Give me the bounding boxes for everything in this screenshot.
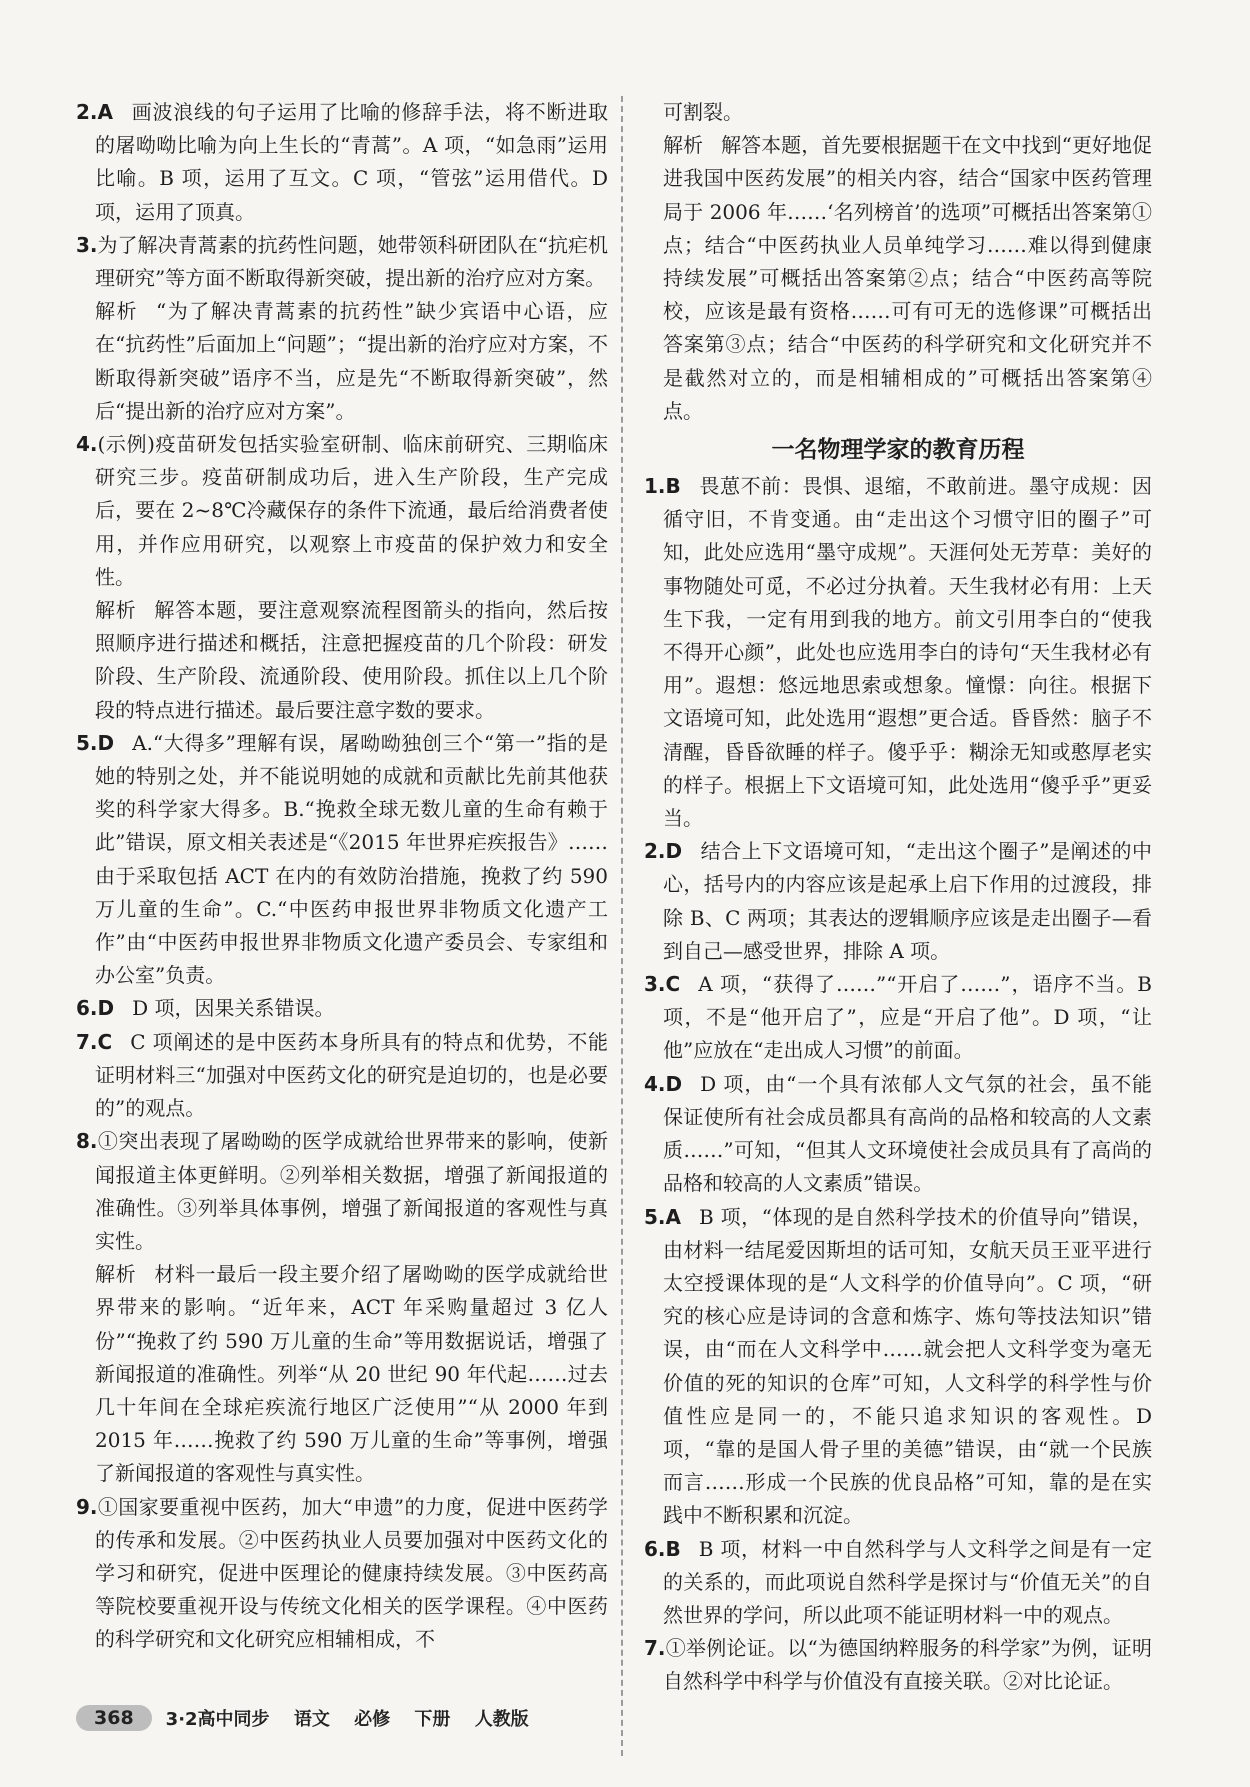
book-info [166, 1705, 541, 1731]
page-footer [76, 1700, 541, 1736]
answer-item-r3: 3.C A 项，“获得了……”“开启了……”，语序不当。B 项，不是“他开启了”，应是“开启了他”。D 项，“让他”应放在“走出成人习惯”的前面。 [644, 972, 1152, 1063]
book-edition: 人教版 [474, 1709, 529, 1730]
answer-item-9: 9.①国家要重视中医药，加大“申遗”的力度，促进中医药学的传承和发展。②中医药执业人员要加强对中医药文化的学习和研究，促进中医理论的健康持续发展。③中医药高等院校要重视开设与传统文化相关的医学课程。④中医药的科学研究和文化研究应相辅相成，不 [76, 1494, 608, 1652]
book-volume: 必修 [354, 1709, 391, 1730]
book-part: 下册 [414, 1709, 451, 1730]
answer-item-5: 5.D A.“大得多”理解有误，屠呦呦独创三个“第一”指的是她的特别之处，并不能说明她的成就和贡献比先前其他获奖的科学家大得多。B.“挽救全球无数儿童的生命有赖于此”错误，原文相关表述是“《2015 年世界疟疾报告》……由于采取包括 ACT 在内的有效防治措施，挽救了约 590 万儿童的生命”。C.“中医药申报世界非物质文化遗产工作”由“中医药申报世界非物质文化遗产委员会、专家组和办公室”负责。 [76, 730, 608, 988]
analysis-8: 解析 材料一最后一段主要介绍了屠呦呦的医学成就给世界带来的影响。“近年来，ACT 年采购量超过 3 亿人份”“挽救了约 590 万儿童的生命”等用数据说话，增强了新闻报道的准确性。列举“从 20 世纪 90 年代起……过去几十年间在全球疟疾流行地区广泛使用”“从 2000 年到 2015 年……挽救了约 590 万儿童的生命”等事例，增强了新闻报道的客观性与真实性。 [95, 1262, 609, 1486]
answer-item-r1: 1.B 畏葸不前：畏惧、退缩，不敢前进。墨守成规：因循守旧，不肯变通。由“走出这个习惯守旧的圈子”可知，此处应选用“墨守成规”。天涯何处无芳草：美好的事物随处可觅，不必过分执着。天生我材必有用：上天生下我，一定有用到我的地方。前文引用李白的“使我不得开心颜”，此处也应选用李白的诗句“天生我材必有用”。遐想：悠远地思索或想象。憧憬：向往。根据下文语境可知，此处选用“遐想”更合适。昏昏然：脑子不清醒，昏昏欲睡的样子。傻乎乎：糊涂无知或憨厚老实的样子。根据上下文语境可知，此处选用“傻乎乎”更妥当。 [644, 474, 1152, 831]
answer-item-9-continued: 可割裂。 [663, 100, 743, 124]
book-subject: 语文 [293, 1709, 330, 1730]
answer-item-r5: 5.A B 项，“体现的是自然科学技术的价值导向”错误，由材料一结尾爱因斯坦的话可知，女航天员王亚平进行太空授课体现的是“人文科学的价值导向”。C 项，“研究的核心应是诗词的含意和炼字、炼句等技法知识”错误，由“而在人文科学中……就会把人文科学变为毫无价值的死的知识的仓库”可知，人文科学的科学性与价值性应是同一的，不能只追求知识的客观性。D 项，“靠的是国人骨子里的美德”错误，由“就一个民族而言……形成一个民族的优良品格”可知，靠的是在实践中不断积累和沉淀。 [644, 1204, 1152, 1528]
analysis-4: 解析 解答本题，要注意观察流程图箭头的指向，然后按照顺序进行描述和概括，注意把握疫苗的几个阶段：研发阶段、生产阶段、流通阶段、使用阶段。抓住以上几个阶段的特点进行描述。最后要注意字数的要求。 [95, 598, 609, 722]
analysis-9: 解析 解答本题，首先要根据题干在文中找到“更好地促进我国中医药发展”的相关内容，结合“国家中医药管理局于 2006 年……‘名列榜首’的选项”可概括出答案第①点；结合“中医药执业人员单纯学习……难以得到健康持续发展”可概括出答案第②点；结合“中医药高等院校，应该是最有资格……可有可无的选修课”可概括出答案第③点；结合“中医药的科学研究和文化研究并不是截然对立的，而是相辅相成的”可概括出答案第④点。 [663, 133, 1153, 423]
answer-item-3: 3.为了解决青蒿素的抗药性问题，她带领科研团队在“抗疟机理研究”等方面不断取得新突破，提出新的治疗应对方案。 [76, 232, 608, 291]
answer-item-8: 8.①突出表现了屠呦呦的医学成就给世界带来的影响，使新闻报道主体更鲜明。②列举相关数据，增强了新闻报道的准确性。③列举具体事例，增强了新闻报道的客观性与真实性。 [76, 1129, 608, 1253]
section-title: 一名物理学家的教育历程 [771, 437, 1025, 464]
answer-item-2: 2.A 画波浪线的句子运用了比喻的修辞手法，将不断进取的屠呦呦比喻为向上生长的“青蒿”。A 项，“如急雨”运用比喻。B 项，运用了互文。C 项，“管弦”运用借代。D 项，运用了顶真。 [76, 100, 608, 224]
right-column [644, 96, 1152, 1699]
answer-item-r2: 2.D 结合上下文语境可知，“走出这个圈子”是阐述的中心，括号内的内容应该是起承上启下作用的过渡段，排除 B、C 两项；其表达的逻辑顺序应该是走出圈子—看到自己—感受世界，排除 A 项。 [644, 839, 1152, 963]
answer-item-r7: 7.①举例论证。以“为德国纳粹服务的科学家”为例，证明自然科学中科学与价值没有直接关联。②对比论证。 [644, 1636, 1152, 1694]
analysis-3: 解析 “为了解决青蒿素的抗药性”缺少宾语中心语，应在“抗药性”后面加上“问题”；“提出新的治疗应对方案，不断取得新突破”语序不当，应是先“不断取得新突破”，然后“提出新的治疗应对方案”。 [95, 299, 609, 423]
page-number: 368 [76, 1705, 152, 1731]
book-series: 3·2高中同步 [165, 1709, 270, 1730]
column-divider [621, 96, 623, 1756]
left-column [76, 96, 608, 1657]
answer-item-6: 6.D D 项，因果关系错误。 [76, 996, 335, 1021]
answer-item-4: 4.(示例)疫苗研发包括实验室研制、临床前研究、三期临床研究三步。疫苗研制成功后，进入生产阶段，生产完成后，要在 2~8℃冷藏保存的条件下流通，最后给消费者使用，并作应用研究，以观察上市疫苗的保护效力和安全性。 [76, 432, 608, 589]
answer-item-7: 7.C C 项阐述的是中医药本身所具有的特点和优势，不能证明材料三“加强对中医药文化的研究是迫切的，也是必要的”的观点。 [76, 1029, 608, 1121]
answer-item-r4: 4.D D 项，由“一个具有浓郁人文气氛的社会，虽不能保证使所有社会成员都具有高尚的品格和较高的人文素质……”可知，“但其人文环境使社会成员具有了高尚的品格和较高的人文素质”错误。 [644, 1071, 1152, 1196]
answer-item-r6: 6.B B 项，材料一中自然科学与人文科学之间是有一定的关系的，而此项说自然科学是探讨与“价值无关”的自然世界的学问，所以此项不能证明材料一中的观点。 [644, 1536, 1152, 1627]
